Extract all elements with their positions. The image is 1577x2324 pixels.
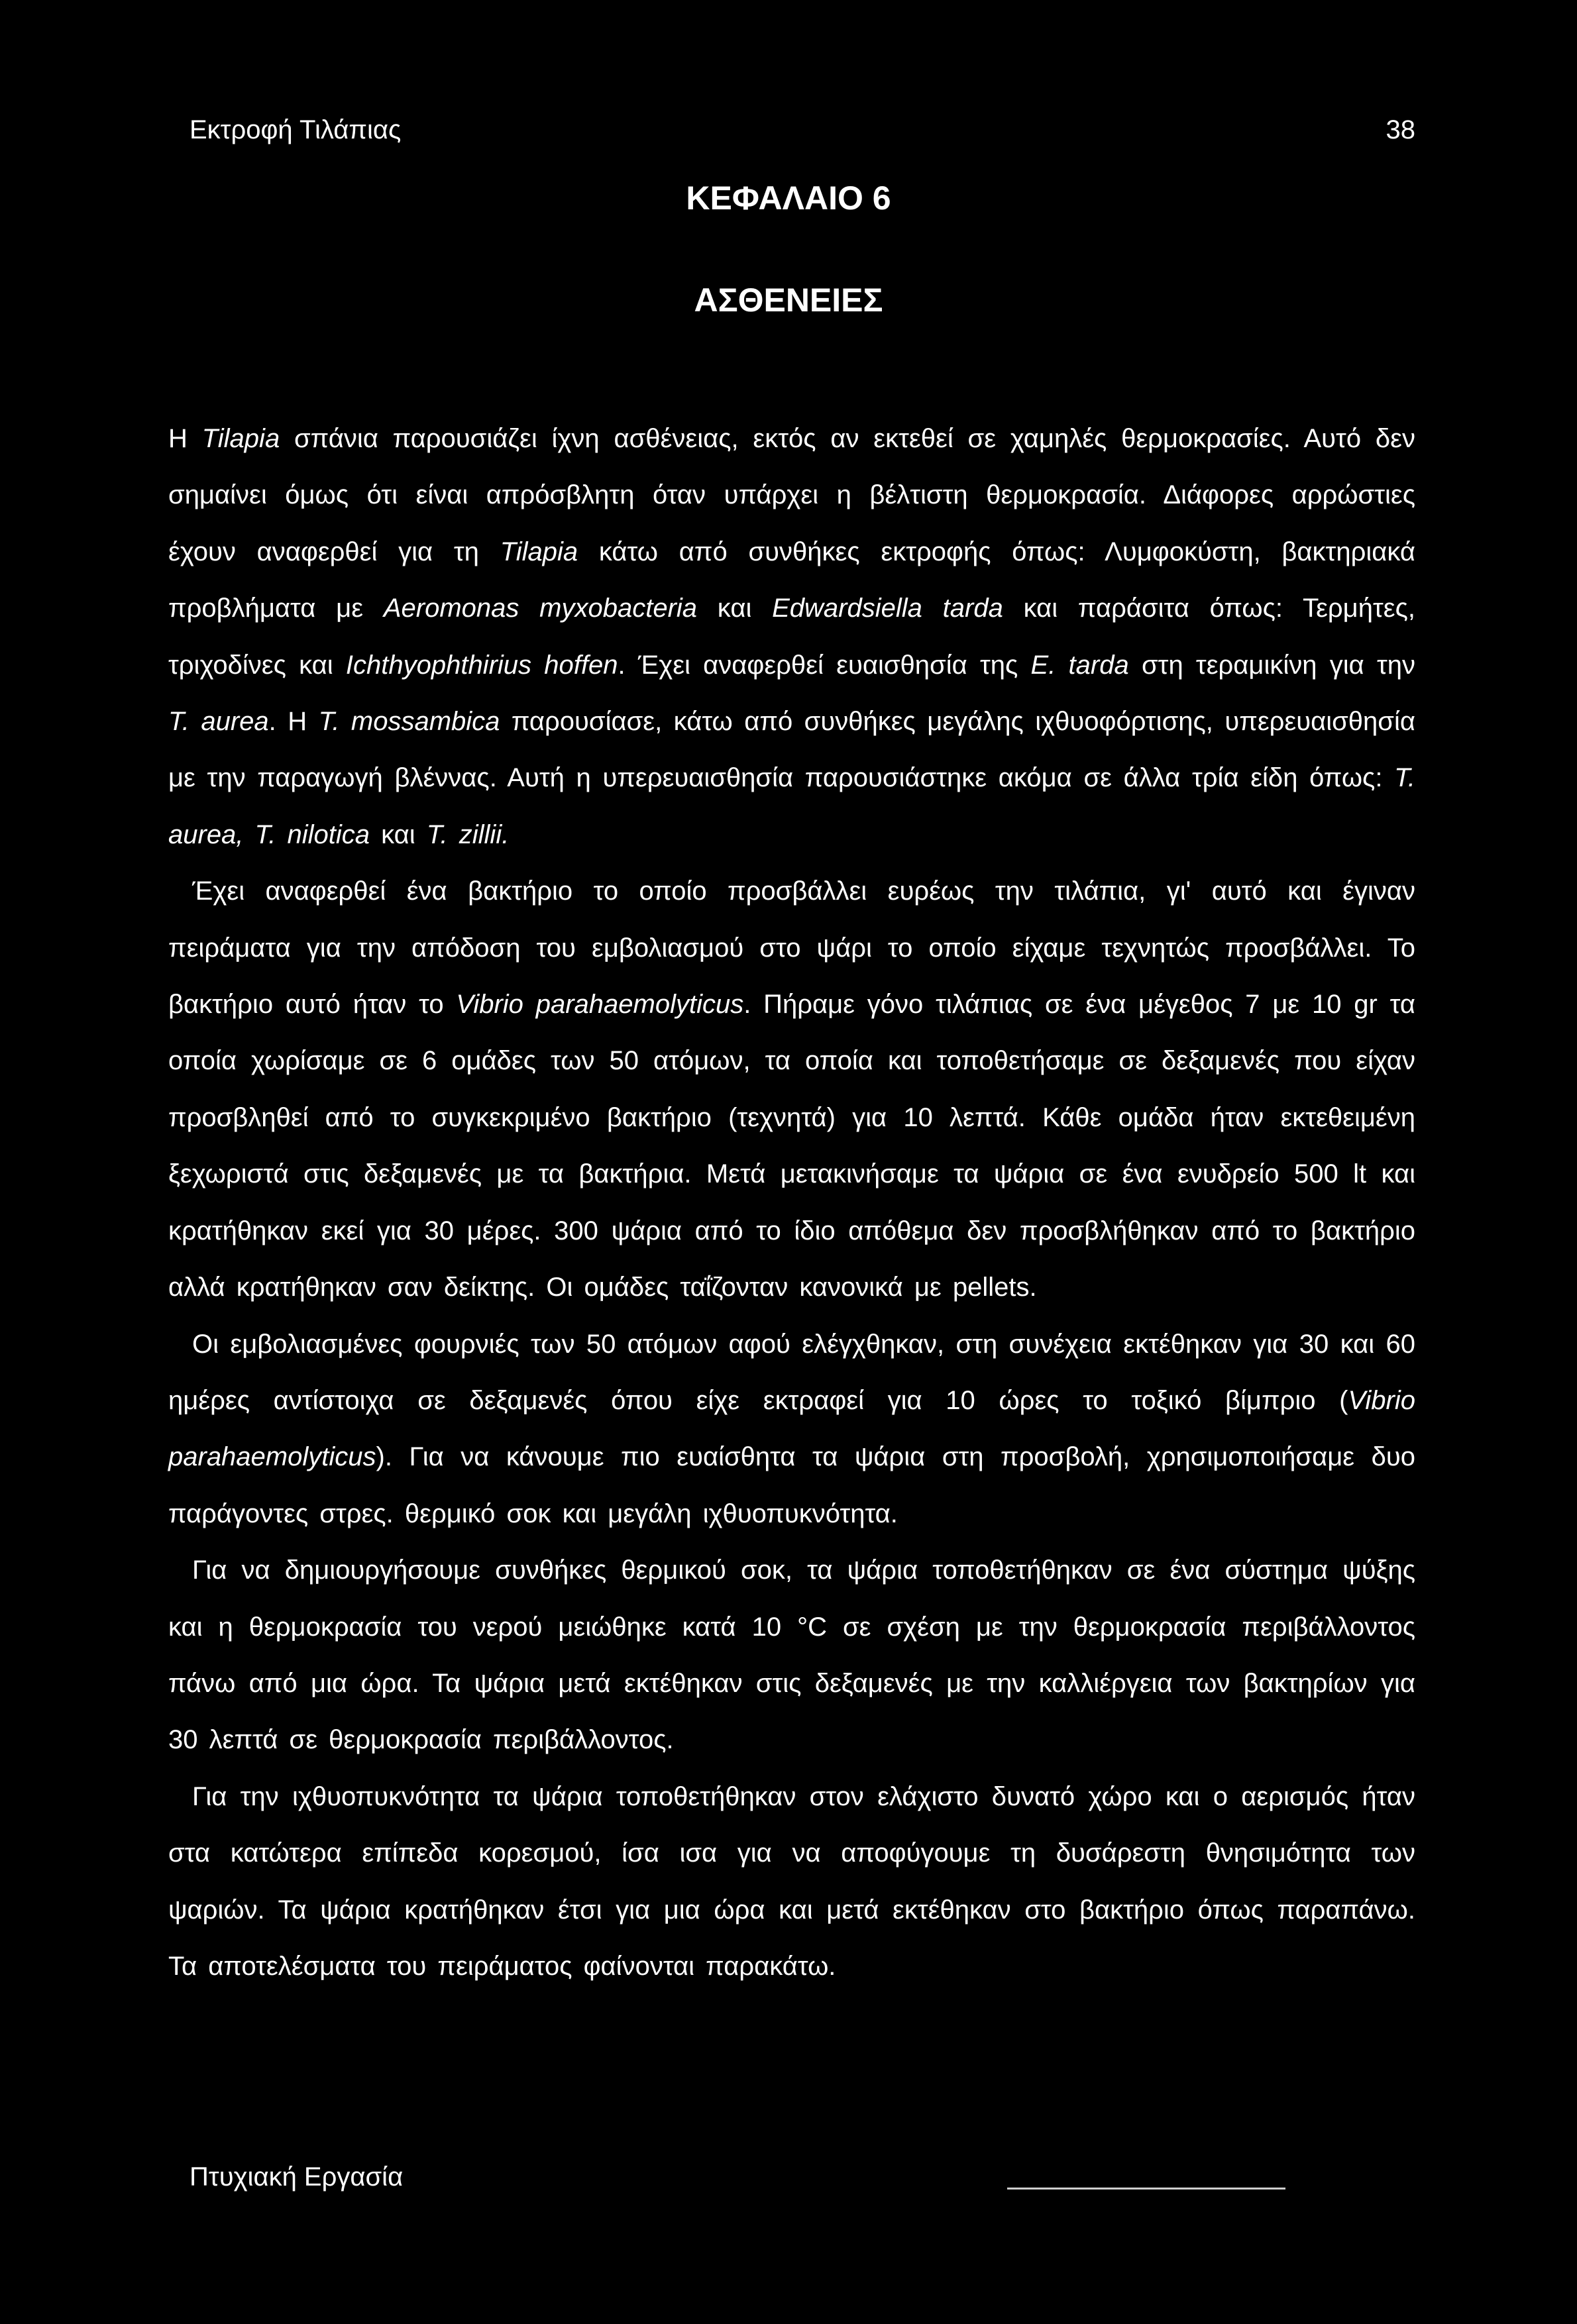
species-name: E. tarda	[1030, 650, 1129, 680]
text-run: παρουσίασε, κάτω από συνθήκες μεγάλης ιχθυοφόρτισης, υπερευαισθησία με την παραγωγή βλέννας. Αυτή η υπερευαισθησία παρουσιάστηκε ακόμα σε άλλα τρία είδη όπως:	[168, 707, 1415, 793]
text-run: σπάνια παρουσιάζει ίχνη ασθένειας, εκτός αν εκτεθεί σε χαμηλές θερμοκρασίες. Αυτό δεν σημαίνει όμως ότι είναι απρόσβλητη όταν υπάρχει η βέλτιστη θερμοκρασία. Διάφορες αρρώστιες έχουν αναφερθεί για τη	[168, 424, 1416, 566]
text-run: Οι εμβολιασμένες φουρνιές των 50 ατόμων αφού ελέγχθηκαν, στη συνέχεια εκτέθηκαν για 30 και 60 ημέρες αντίστοιχα σε δεξαμενές όπου είχε εκτραφεί για 10 ώρες το τοξικό βίμπριο (	[168, 1329, 1415, 1415]
species-name: Vibrio parahaemolyticus	[456, 990, 744, 1020]
species-name: T. mossambica	[318, 707, 500, 737]
text-run: και	[370, 819, 427, 849]
chapter-heading: ΚΕΦΑΛΑΙΟ 6	[686, 180, 891, 217]
text-run: Έχει αναφερθεί ένα βακτήριο το οποίο προσβάλλει ευρέως την τιλάπια, γι' αυτό και έγιναν πειράματα για την απόδοση του εμβολιασμού στο ψάρι το οποίο είχαμε τεχνητώς προσβάλλει. Το βακτήριο αυτό ήταν το	[168, 876, 1415, 1020]
footer-text: Πτυχιακή Εργασία	[190, 2162, 404, 2192]
text-run: . Πήραμε γόνο τιλάπιας σε ένα μέγεθος 7 με 10 gr τα οποία χωρίσαμε σε 6 ομάδες των 50 ατόμων, τα οποία και τοποθετήσαμε σε δεξαμενές που είχαν προσβληθεί από το συγκεκριμένο βακτήριο (τεχνητά) για 10 λεπτά. Κάθε ομάδα ήταν εκτεθειμένη ξεχωριστά στις δεξαμενές με τα βακτήρια. Μετά μετακινήσαμε τα ψάρια σε ένα ενυδρείο 500 lt και κρατήθηκαν εκεί για 30 μέρες. 300 ψάρια από το ίδιο απόθεμα δεν προσβλήθηκαν από το βακτήριο αλλά κρατήθηκαν σαν δείκτης. Οι ομάδες ταΐζονταν κανονικά με pellets.	[168, 990, 1416, 1302]
species-name: T. zillii.	[426, 819, 510, 849]
text-run: Για να δημιουργήσουμε συνθήκες θερμικού σοκ, τα ψάρια τοποθετήθηκαν σε ένα σύστημα ψύξης και η θερμοκρασία του νερού μειώθηκε κατά 10 °C σε σχέση με την θερμοκρασία περιβάλλοντος πάνω από μια ώρα. Τα ψάρια μετά εκτέθηκαν στις δεξαμενές με την καλλιέργεια των βακτηρίων για 30 λεπτά σε θερμοκρασία περιβάλλοντος.	[168, 1556, 1415, 1755]
paragraph-3	[168, 1316, 1415, 1543]
text-run: στη τεραμικίνη για την	[1128, 650, 1416, 680]
page-number: 38	[1386, 115, 1415, 144]
section-title: ΑΣΘΕΝΕΙΕΣ	[694, 282, 883, 319]
species-name: Aeromonas myxobacteria	[383, 594, 698, 623]
text-run: και	[697, 594, 773, 623]
species-name: T. aurea, T. nilotica	[168, 763, 1415, 849]
species-name: Vibrio parahaemolyticus	[168, 1385, 1415, 1472]
species-name: T. aurea	[168, 707, 269, 737]
text-run: Η	[168, 424, 202, 453]
text-run: και παράσιτα όπως: Τερμήτες, τριχοδίνες και	[168, 594, 1415, 680]
text-run: κάτω από συνθήκες εκτροφής όπως: Λυμφοκύστη, βακτηριακά προβλήματα με	[168, 537, 1416, 623]
species-name: Ichthyophthirius hoffen	[345, 650, 618, 680]
species-name: Edwardsiella tarda	[772, 594, 1003, 623]
paragraph-4	[168, 1542, 1415, 1769]
paragraph-1	[168, 411, 1415, 863]
text-run: . Η	[268, 707, 319, 737]
body-text	[168, 411, 1415, 1995]
text-run: Για την ιχθυοπυκνότητα τα ψάρια τοποθετήθηκαν στον ελάχιστο δυνατό χώρο και ο αερισμός ήταν στα κατώτερα επίπεδα κορεσμού, ίσα ισα για να αποφύγουμε τη δυσάρεστη θνησιμότητα των ψαριών. Τα ψάρια κρατήθηκαν έτσι για μια ώρα και μετά εκτέθηκαν στο βακτήριο όπως παραπάνω. Τα αποτελέσματα του πειράματος φαίνονται παρακάτω.	[168, 1781, 1415, 1981]
footer-rule	[1007, 2188, 1285, 2190]
text-run: ). Για να κάνουμε πιο ευαίσθητα τα ψάρια στη προσβολή, χρησιμοποιήσαμε δυο παράγοντες στρες. θερμικό σοκ και μεγάλη ιχθυοπυκνότητα.	[168, 1442, 1415, 1528]
running-header-title: Εκτροφή Τιλάπιας	[190, 115, 402, 144]
paragraph-5	[168, 1769, 1415, 1995]
species-name: Tilapia	[201, 424, 280, 453]
species-name: Tilapia	[500, 537, 578, 566]
text-run: . Έχει αναφερθεί ευαισθησία της	[618, 650, 1031, 680]
paragraph-2	[168, 863, 1415, 1316]
